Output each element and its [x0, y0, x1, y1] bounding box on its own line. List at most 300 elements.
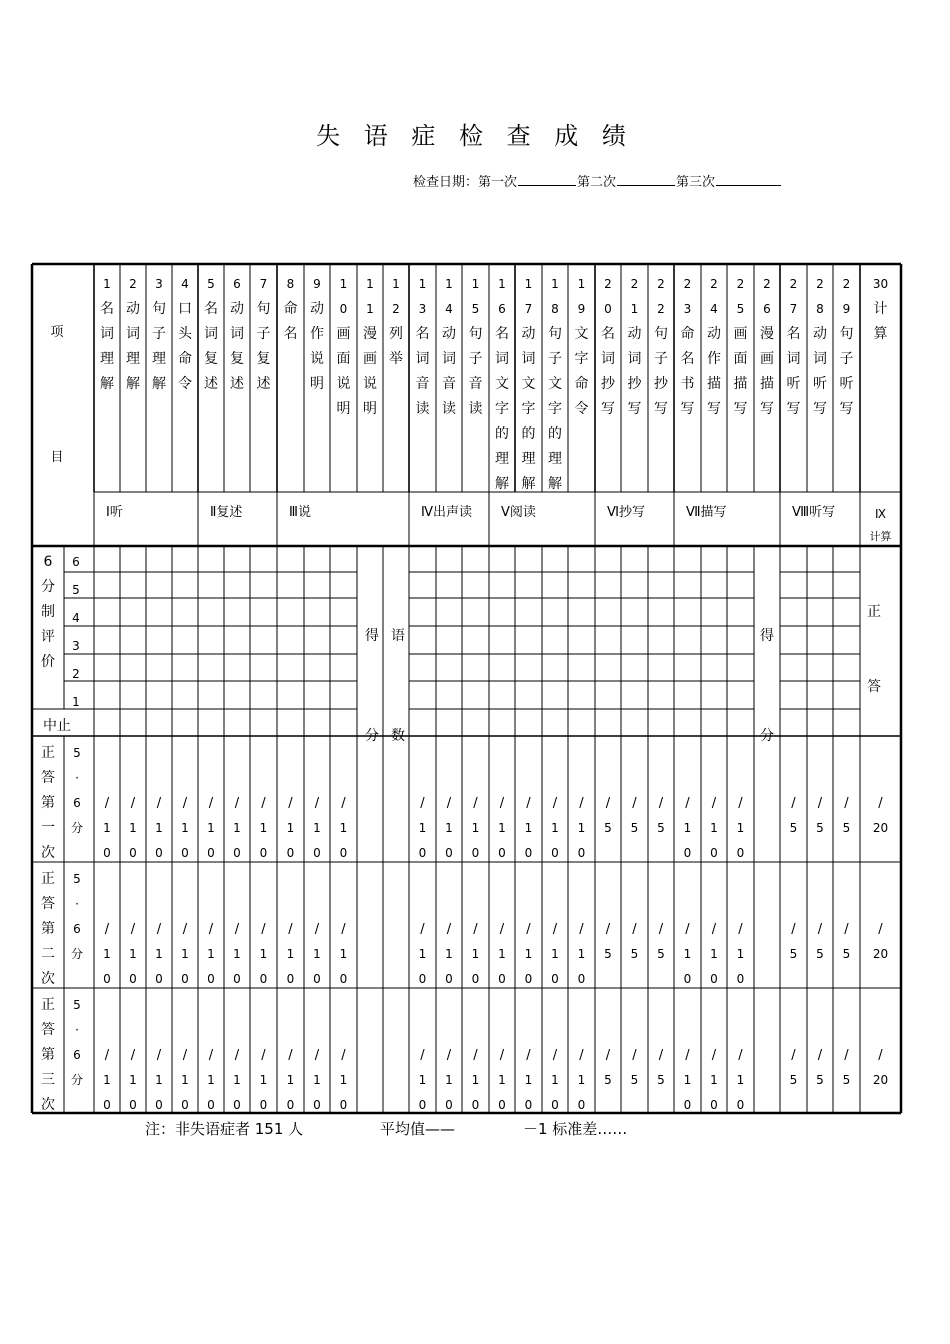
- subtest-header-5: 名: [204, 301, 218, 317]
- max-score-mark: 1: [577, 947, 586, 961]
- max-score-mark: 0: [577, 846, 586, 860]
- max-score-mark: 0: [155, 972, 163, 986]
- max-score-mark: /: [632, 922, 637, 937]
- max-score-mark: /: [446, 922, 452, 937]
- subtest-header-8: 命: [283, 301, 298, 317]
- max-score-mark: 0: [207, 972, 215, 986]
- max-score-mark: 0: [551, 1098, 559, 1112]
- subtest-header-26: 写: [760, 401, 774, 417]
- max-score-mark: /: [473, 796, 478, 811]
- max-score-mark: 5: [842, 821, 851, 835]
- max-score-mark: /: [738, 796, 743, 811]
- session-threshold: ·: [75, 771, 79, 785]
- subtest-header-15: 读: [468, 401, 483, 417]
- subtest-header-1: 解: [100, 376, 114, 392]
- max-score-mark: /: [314, 796, 320, 811]
- max-score-mark: 5: [816, 1073, 824, 1087]
- subtest-header-25: 描: [733, 376, 748, 392]
- subtest-header-3: 3: [155, 277, 163, 291]
- max-score-mark: 1: [471, 1073, 480, 1087]
- max-score-mark: 0: [233, 846, 241, 860]
- subtest-header-3: 句: [152, 301, 166, 317]
- max-score-mark: 5: [604, 821, 612, 835]
- max-score-mark: 1: [551, 947, 559, 961]
- subtest-header-19: 1: [577, 277, 586, 291]
- subtest-header-29: 子: [839, 351, 854, 367]
- subtest-header-20: 词: [601, 351, 615, 367]
- category-label: Ⅴ阅读: [501, 505, 536, 520]
- subtest-header-10: 说: [336, 376, 351, 392]
- max-score-mark: 0: [259, 972, 268, 986]
- subtest-header-1: 名: [100, 301, 114, 317]
- max-score-mark: 1: [181, 1073, 189, 1087]
- max-score-mark: 1: [736, 947, 745, 961]
- category-label: Ⅶ描写: [686, 505, 727, 520]
- subtest-header-16: 字: [495, 401, 509, 417]
- subtest-header-27: 听: [786, 376, 801, 392]
- max-score-mark: 0: [710, 1098, 718, 1112]
- max-score-mark: /: [552, 796, 558, 811]
- subtest-header-10: 1: [339, 277, 348, 291]
- subtest-header-4: 令: [178, 376, 192, 392]
- max-score-mark: 0: [471, 972, 480, 986]
- session-label: 次: [41, 1097, 55, 1113]
- subtest-header-1: 词: [100, 326, 114, 342]
- subtest-header-2: 动: [126, 301, 140, 317]
- max-score-mark: 1: [418, 1073, 427, 1087]
- header-corner-label: 项: [50, 325, 64, 340]
- max-score-mark: 0: [418, 972, 427, 986]
- subtest-header-3: 解: [152, 376, 166, 392]
- max-score-mark: /: [314, 922, 320, 937]
- session-label: 次: [41, 971, 55, 987]
- subtest-header-1: 1: [103, 277, 111, 291]
- max-score-mark: 0: [286, 972, 295, 986]
- session-threshold: 分: [70, 821, 84, 835]
- session-label: 正: [41, 745, 55, 761]
- session-label: 正: [41, 871, 55, 887]
- third-exam-label: 第三次: [676, 175, 716, 190]
- max-score-mark: 1: [445, 947, 453, 961]
- max-score-mark: 0: [498, 1098, 506, 1112]
- subtest-header-5: 词: [204, 326, 218, 342]
- subtest-header-22: 子: [654, 351, 668, 367]
- subtest-header-18: 子: [548, 351, 562, 367]
- document-title: 失 语 症 检 查 成 绩: [316, 122, 634, 150]
- max-score-mark: 1: [551, 821, 559, 835]
- max-score-mark: /: [208, 1048, 214, 1063]
- subtest-header-11: 明: [363, 401, 377, 417]
- category-label: Ⅸ: [874, 507, 887, 521]
- session-threshold: 6: [73, 922, 81, 936]
- max-score-mark: 0: [207, 846, 215, 860]
- max-score-mark: 0: [524, 972, 533, 986]
- max-score-mark: 1: [155, 821, 163, 835]
- max-score-mark: /: [844, 1048, 849, 1063]
- max-score-mark: /: [844, 796, 849, 811]
- max-score-mark: /: [878, 1048, 883, 1063]
- max-score-mark: 0: [181, 1098, 189, 1112]
- subtest-header-17: 词: [521, 351, 536, 367]
- max-score-mark: 1: [524, 1073, 533, 1087]
- max-score-mark: /: [341, 922, 346, 937]
- subtest-header-2: 2: [129, 277, 137, 291]
- max-score-mark: /: [156, 922, 162, 937]
- max-score-mark: /: [499, 796, 505, 811]
- subtest-header-18: 句: [548, 326, 562, 342]
- max-score-mark: 1: [471, 821, 480, 835]
- max-score-mark: 0: [683, 846, 692, 860]
- max-score-mark: 5: [789, 947, 798, 961]
- subtest-header-28: 8: [816, 302, 824, 316]
- max-score-mark: /: [791, 1048, 796, 1063]
- rating-level: 5: [72, 583, 80, 597]
- max-score-mark: /: [261, 1048, 266, 1063]
- max-score-mark: 1: [710, 821, 718, 835]
- max-score-mark: 5: [816, 947, 824, 961]
- subtest-header-6: 动: [230, 301, 244, 317]
- category-label: Ⅵ抄写: [607, 505, 645, 520]
- subtest-header-18: 文: [548, 376, 562, 392]
- max-score-mark: 1: [339, 947, 348, 961]
- max-score-mark: /: [685, 796, 690, 811]
- max-score-mark: 1: [207, 947, 215, 961]
- category-label: Ⅰ听: [106, 505, 123, 520]
- subtest-header-4: 4: [181, 277, 189, 291]
- max-score-mark: /: [182, 796, 188, 811]
- subtest-header-26: 描: [760, 376, 774, 392]
- session-threshold: 6: [73, 1048, 81, 1062]
- category-label: Ⅳ出声读: [421, 505, 472, 520]
- max-score-mark: /: [499, 1048, 505, 1063]
- session-label: 答: [41, 1022, 55, 1038]
- score-label-char: 得: [760, 628, 774, 644]
- max-score-mark: /: [579, 922, 584, 937]
- subtest-header-17: 字: [521, 401, 536, 417]
- max-score-mark: 0: [445, 846, 453, 860]
- max-score-mark: /: [234, 796, 240, 811]
- subtest-header-21: 2: [630, 277, 639, 291]
- first-exam-label: 第一次: [478, 175, 518, 190]
- subtest-header-16: 1: [498, 277, 506, 291]
- max-score-mark: /: [182, 1048, 188, 1063]
- subtest-header-13: 读: [415, 401, 430, 417]
- subtest-header-16: 6: [498, 302, 506, 316]
- max-score-mark: 1: [524, 947, 533, 961]
- max-score-mark: /: [420, 1048, 425, 1063]
- subtest-header-2: 词: [126, 326, 140, 342]
- subtest-header-21: 1: [630, 302, 639, 316]
- max-score-mark: 1: [259, 1073, 268, 1087]
- subtest-header-25: 2: [736, 277, 745, 291]
- subtest-header-7: 7: [259, 277, 268, 291]
- max-score-mark: /: [341, 1048, 346, 1063]
- subtest-header-22: 写: [654, 401, 668, 417]
- subtest-header-25: 写: [733, 401, 748, 417]
- max-score-mark: /: [817, 796, 823, 811]
- max-score-mark: 1: [233, 821, 241, 835]
- subtest-header-24: 描: [707, 376, 721, 392]
- max-score-mark: /: [711, 796, 717, 811]
- max-score-mark: 0: [286, 846, 295, 860]
- subtest-header-8: 名: [283, 326, 298, 342]
- subtest-header-12: 1: [392, 277, 400, 291]
- max-score-mark: 1: [710, 1073, 718, 1087]
- max-score-mark: /: [878, 796, 883, 811]
- max-score-mark: 5: [630, 1073, 639, 1087]
- subtest-header-21: 动: [627, 326, 642, 342]
- max-score-mark: 0: [339, 972, 348, 986]
- max-score-mark: 5: [604, 947, 612, 961]
- category-label: Ⅷ听写: [792, 505, 836, 520]
- max-score-mark: 0: [233, 1098, 241, 1112]
- max-score-mark: 1: [129, 947, 137, 961]
- max-score-mark: /: [234, 1048, 240, 1063]
- footnote-sd: －1 标准差……: [523, 1120, 628, 1138]
- subtest-header-19: 命: [574, 376, 589, 392]
- max-score-mark: /: [156, 1048, 162, 1063]
- rating-level: 1: [72, 695, 80, 709]
- max-score-mark: 1: [577, 821, 586, 835]
- subtest-header-26: 2: [763, 277, 771, 291]
- max-score-mark: /: [473, 1048, 478, 1063]
- subtest-header-9: 说: [310, 351, 324, 367]
- subtest-header-23: 书: [680, 376, 695, 392]
- subtest-header-7: 句: [256, 301, 271, 317]
- max-score-mark: /: [738, 1048, 743, 1063]
- max-score-mark: 5: [657, 947, 665, 961]
- max-score-mark: /: [526, 1048, 531, 1063]
- subtest-header-9: 动: [310, 301, 324, 317]
- max-score-mark: /: [711, 1048, 717, 1063]
- session-label: 第: [41, 1047, 55, 1063]
- subtest-header-26: 6: [763, 302, 771, 316]
- subtest-header-13: 3: [418, 302, 427, 316]
- max-score-mark: /: [446, 1048, 452, 1063]
- session-label: 一: [41, 820, 55, 836]
- max-score-mark: 0: [577, 972, 586, 986]
- max-score-mark: /: [130, 922, 136, 937]
- max-score-mark: /: [605, 922, 611, 937]
- subtest-header-1: 理: [100, 351, 114, 367]
- max-score-mark: /: [208, 922, 214, 937]
- max-score-mark: /: [844, 922, 849, 937]
- max-score-mark: /: [685, 1048, 690, 1063]
- subtest-header-10: 画: [336, 326, 351, 342]
- session-threshold: 分: [70, 947, 84, 961]
- subtest-header-15: 句: [468, 326, 483, 342]
- max-score-mark: /: [552, 922, 558, 937]
- correct-label-char: 答: [867, 679, 881, 695]
- max-score-mark: 0: [129, 846, 137, 860]
- max-score-mark: 1: [129, 821, 137, 835]
- subtest-header-3: 理: [152, 351, 166, 367]
- max-score-mark: 0: [418, 1098, 427, 1112]
- subtest-header-24: 4: [710, 302, 718, 316]
- subtest-header-25: 面: [733, 351, 748, 367]
- max-score-mark: /: [156, 796, 162, 811]
- session-label: 第: [41, 795, 55, 811]
- subtest-header-20: 抄: [601, 376, 615, 392]
- max-score-mark: 0: [471, 846, 480, 860]
- max-score-mark: /: [817, 922, 823, 937]
- subtest-header-16: 的: [495, 426, 509, 442]
- subtest-header-24: 作: [707, 351, 721, 367]
- max-score-mark: 5: [842, 1073, 851, 1087]
- session-threshold: 分: [70, 1073, 84, 1087]
- score-label-char: 分: [760, 728, 774, 744]
- max-score-mark: 0: [445, 972, 453, 986]
- rating-label: 制: [41, 604, 55, 620]
- session-label: 二: [41, 946, 55, 962]
- max-score-mark: 5: [789, 1073, 798, 1087]
- max-score-mark: /: [632, 1048, 637, 1063]
- max-score-mark: /: [261, 922, 266, 937]
- subtest-header-13: 1: [418, 277, 427, 291]
- max-score-mark: 0: [710, 972, 718, 986]
- subtest-header-19: 文: [574, 326, 589, 342]
- subtest-header-14: 1: [445, 277, 453, 291]
- max-score-mark: 1: [181, 821, 189, 835]
- subtest-header-29: 2: [842, 277, 851, 291]
- max-score-mark: 1: [524, 821, 533, 835]
- subtest-header-4: 口: [178, 301, 192, 317]
- session-label: 正: [41, 997, 55, 1013]
- max-score-mark: 0: [736, 846, 745, 860]
- subtest-header-13: 名: [415, 326, 430, 342]
- subtest-header-2: 解: [126, 376, 140, 392]
- subtest-header-30: 30: [872, 277, 889, 291]
- max-score-mark: /: [446, 796, 452, 811]
- max-score-mark: /: [738, 922, 743, 937]
- max-score-mark: 0: [313, 846, 321, 860]
- session-threshold: 6: [73, 796, 81, 810]
- subtest-header-9: 作: [310, 326, 324, 342]
- subtest-header-22: 2: [657, 277, 665, 291]
- subtest-header-20: 名: [601, 326, 615, 342]
- subtest-header-16: 词: [495, 351, 509, 367]
- max-score-mark: 1: [181, 947, 189, 961]
- subtest-header-13: 音: [415, 376, 430, 392]
- footnote: [145, 1118, 627, 1139]
- subtest-header-20: 0: [604, 302, 612, 316]
- max-score-mark: 1: [710, 947, 718, 961]
- max-score-mark: /: [605, 1048, 611, 1063]
- max-score-mark: 5: [657, 821, 665, 835]
- max-score-mark: 0: [418, 846, 427, 860]
- correct-label-char: 正: [867, 604, 881, 620]
- subtest-header-18: 的: [548, 426, 562, 442]
- subtest-header-22: 抄: [654, 376, 668, 392]
- subtest-header-11: 漫: [363, 326, 377, 342]
- second-exam-label: 第二次: [577, 175, 617, 190]
- max-score-mark: /: [130, 1048, 136, 1063]
- subtest-header-5: 复: [204, 351, 218, 367]
- max-score-mark: 1: [418, 947, 427, 961]
- max-score-mark: 20: [872, 1073, 889, 1087]
- max-score-mark: 0: [233, 972, 241, 986]
- max-score-mark: /: [499, 922, 505, 937]
- subtest-header-27: 写: [786, 401, 801, 417]
- subtest-header-23: 名: [680, 351, 695, 367]
- max-score-mark: 1: [313, 821, 321, 835]
- subtest-header-15: 音: [468, 376, 483, 392]
- max-score-mark: 0: [155, 1098, 163, 1112]
- max-score-mark: 0: [524, 846, 533, 860]
- subtest-header-14: 音: [442, 376, 456, 392]
- max-score-mark: 1: [445, 1073, 453, 1087]
- max-score-mark: /: [420, 922, 425, 937]
- max-score-mark: 1: [129, 1073, 137, 1087]
- subtest-header-23: 2: [683, 277, 692, 291]
- session-threshold: ·: [75, 1023, 79, 1037]
- max-score-mark: 1: [498, 821, 506, 835]
- subtest-header-29: 写: [839, 401, 854, 417]
- max-score-mark: 0: [129, 972, 137, 986]
- subtest-header-23: 命: [680, 326, 695, 342]
- max-score-mark: 1: [103, 821, 111, 835]
- word-count-label-char: 数: [391, 728, 405, 744]
- max-score-mark: 0: [259, 1098, 268, 1112]
- max-score-mark: 20: [872, 947, 889, 961]
- category-sublabel: 计算: [869, 530, 892, 543]
- subtest-header-11: 画: [363, 351, 377, 367]
- subtest-header-22: 2: [657, 302, 665, 316]
- category-label: Ⅱ复述: [210, 505, 243, 520]
- max-score-mark: 1: [155, 1073, 163, 1087]
- subtest-header-7: 复: [256, 351, 271, 367]
- session-threshold: 5: [73, 746, 81, 760]
- subtest-header-30: 计: [873, 301, 888, 317]
- max-score-mark: 1: [259, 947, 268, 961]
- rating-level: 2: [72, 667, 80, 681]
- rating-label: 6: [43, 554, 53, 570]
- subtest-header-11: 1: [366, 302, 374, 316]
- max-score-mark: 1: [445, 821, 453, 835]
- max-score-mark: /: [526, 922, 531, 937]
- max-score-mark: /: [658, 796, 664, 811]
- max-score-mark: 0: [736, 972, 745, 986]
- subtest-header-13: 词: [415, 351, 430, 367]
- subtest-header-7: 子: [256, 326, 271, 342]
- subtest-header-6: 6: [233, 277, 241, 291]
- subtest-header-5: 5: [207, 277, 215, 291]
- session-threshold: ·: [75, 897, 79, 911]
- max-score-mark: /: [288, 796, 293, 811]
- max-score-mark: /: [791, 796, 796, 811]
- subtest-header-14: 动: [442, 326, 456, 342]
- session-threshold: 5: [73, 872, 81, 886]
- subtest-header-26: 漫: [760, 326, 774, 342]
- subtest-header-21: 写: [627, 401, 642, 417]
- max-score-mark: 1: [471, 947, 480, 961]
- exam-date-label: 检查日期：: [413, 175, 479, 190]
- subtest-header-19: 令: [574, 401, 589, 417]
- max-score-mark: 1: [313, 947, 321, 961]
- max-score-mark: 1: [103, 1073, 111, 1087]
- subtest-header-17: 解: [521, 476, 536, 492]
- subtest-header-23: 写: [680, 401, 695, 417]
- footnote-sample: 注：非失语症者 151 人: [145, 1120, 304, 1138]
- max-score-mark: /: [208, 796, 214, 811]
- max-score-mark: 0: [524, 1098, 533, 1112]
- max-score-mark: 1: [286, 947, 295, 961]
- max-score-mark: /: [685, 922, 690, 937]
- max-score-mark: 1: [683, 947, 692, 961]
- max-score-mark: 0: [736, 1098, 745, 1112]
- subtest-header-16: 解: [495, 476, 509, 492]
- session-label: 答: [41, 896, 55, 912]
